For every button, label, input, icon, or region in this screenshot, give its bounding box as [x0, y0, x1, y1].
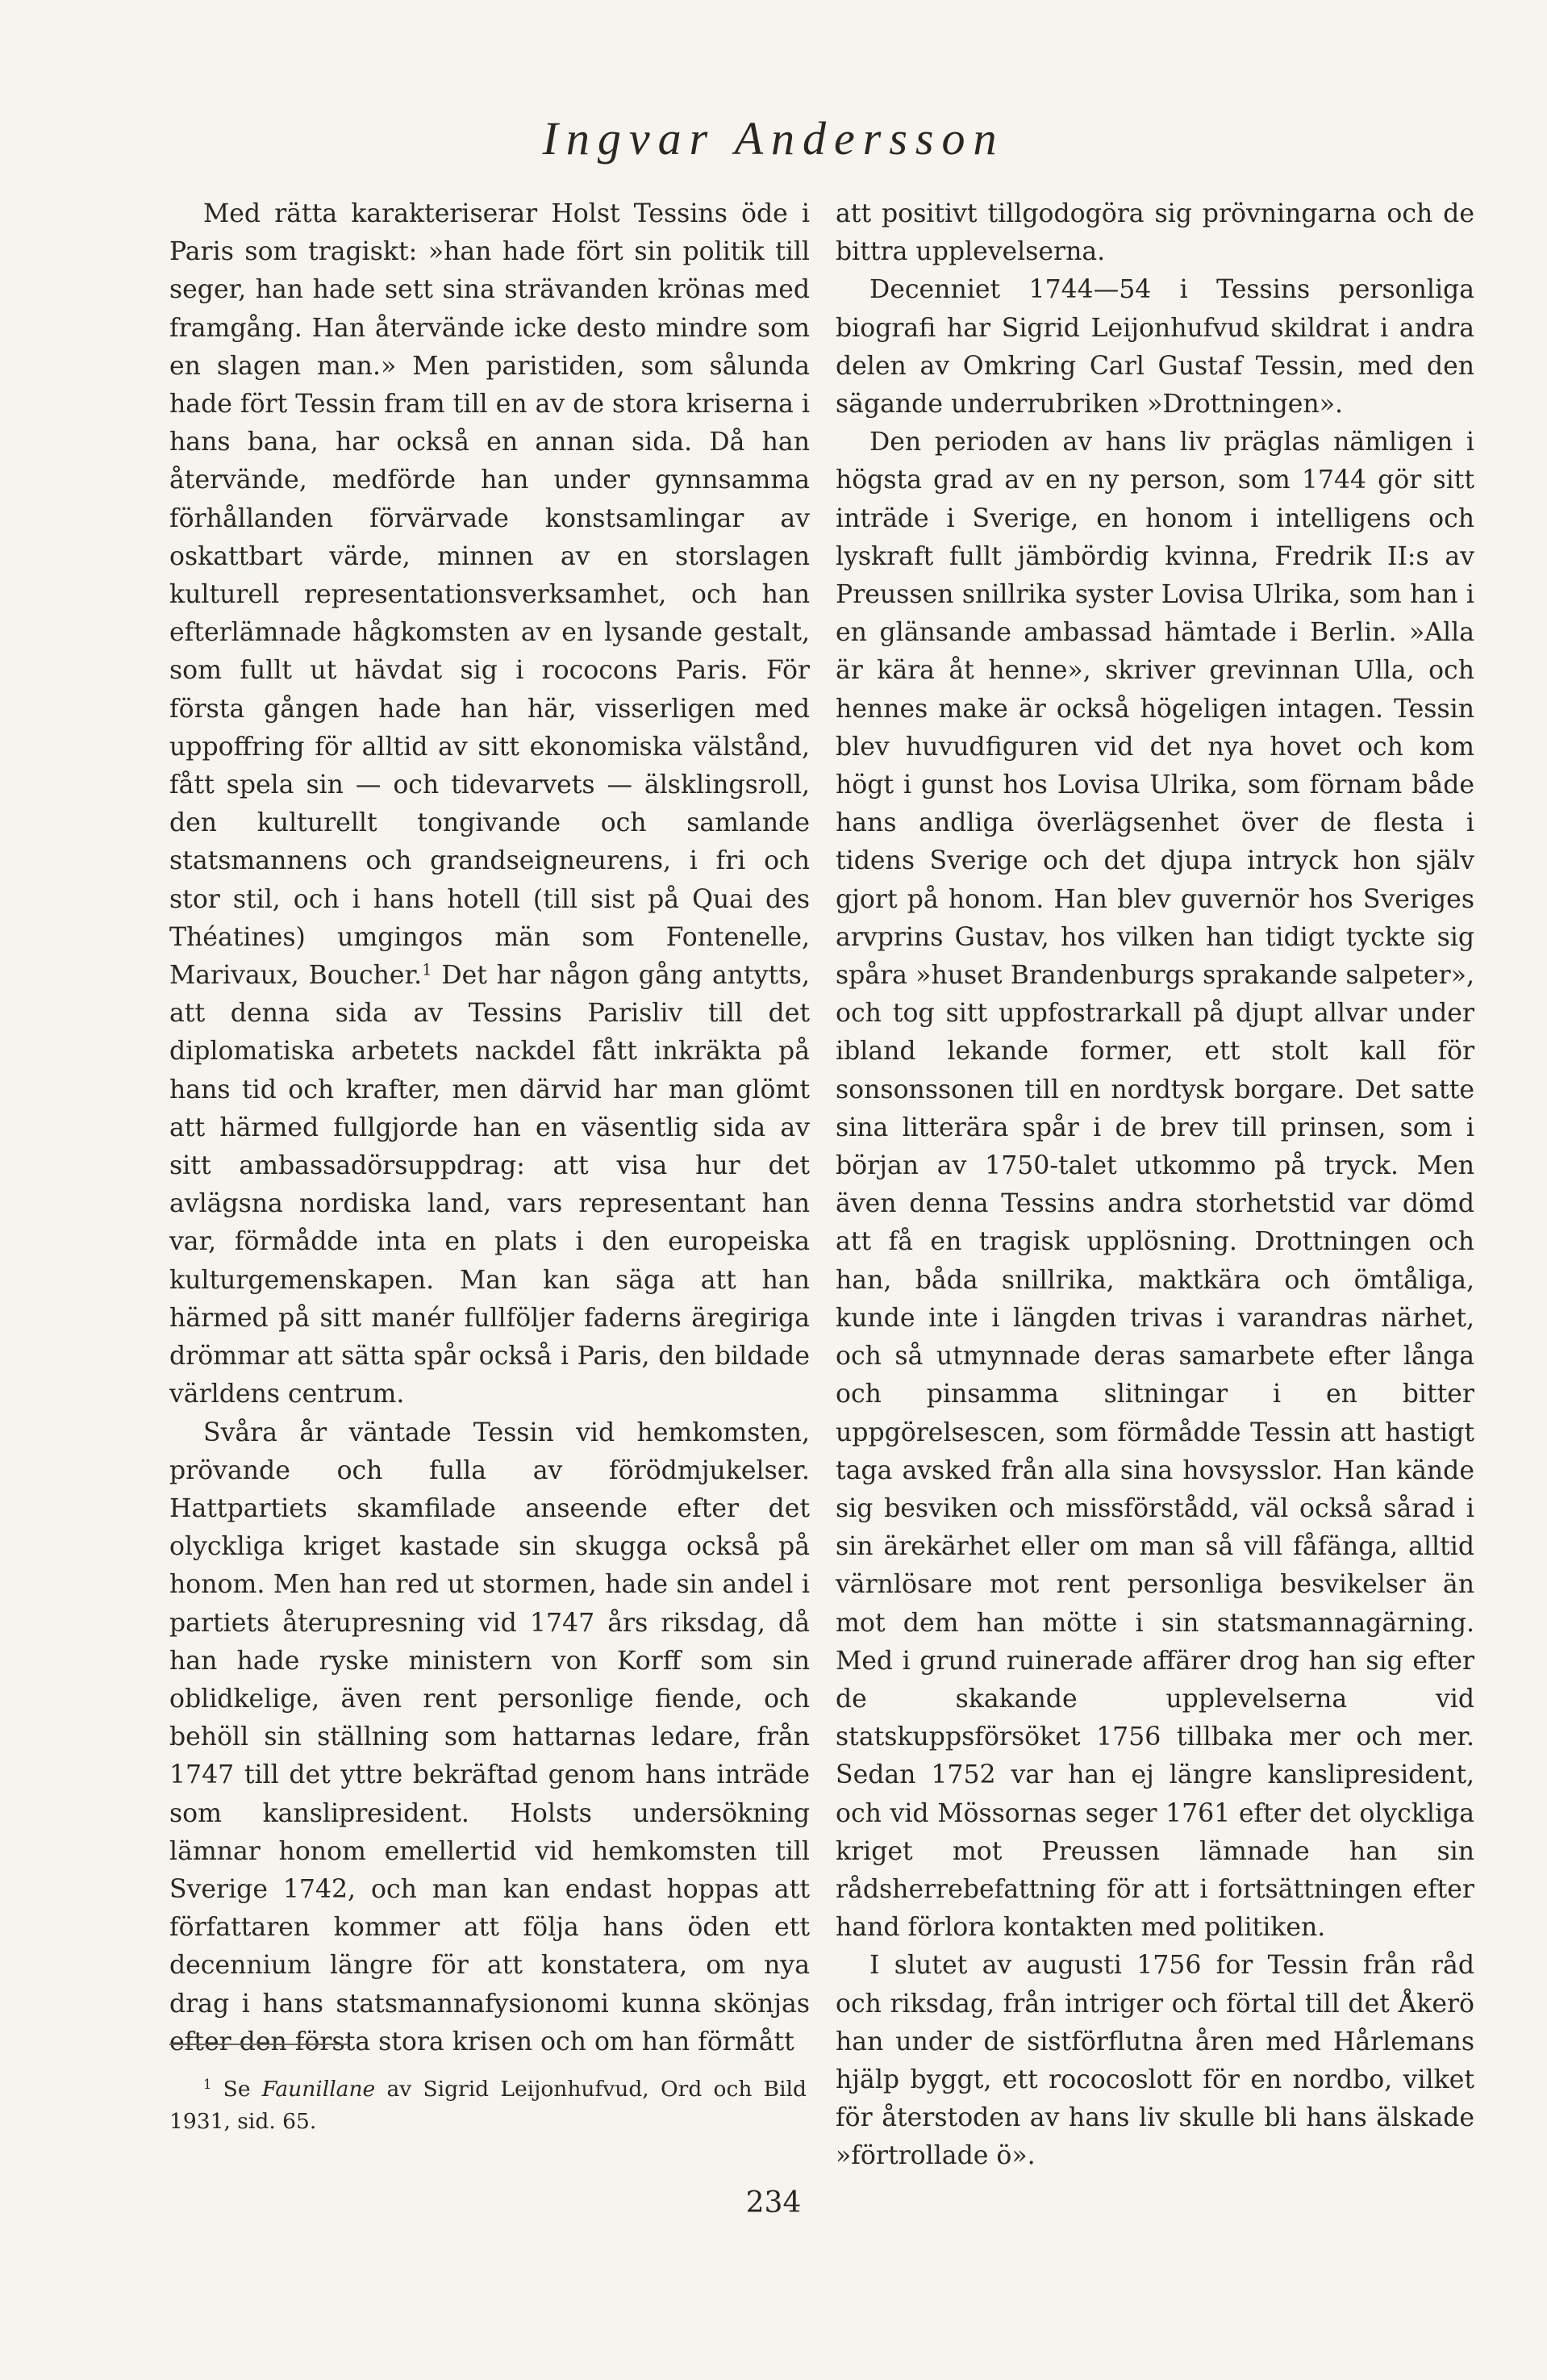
right-column [836, 195, 1474, 2176]
page-number: 234 [745, 2186, 802, 2219]
footnote-mark: 1 [203, 2076, 212, 2092]
footnote-separator [169, 2044, 348, 2045]
running-head: Ingvar Andersson [542, 112, 1005, 165]
footnote: $^1$ Se Faunillane av Sigrid Leijonhufvud, Ord och Bild 1931, sid. 65. [169, 2076, 807, 2134]
paragraph: Den perioden av hans liv präglas nämligen i högsta grad av en ny person, som 1744 gör sitt inträde i Sverige, en honom i intelligens och lyskraft fullt jämbördig kvinna, Fredrik II:s av Preussen snillrika syster Lovisa Ulrika, som han i en glänsande ambassad hämtade i Berlin. »Alla är kära åt henne», skriver grevinnan Ulla, och hennes make är också högeligen intagen. Tessin blev huvudfiguren vid det nya hovet och kom högt i gunst hos Lovisa Ulrika, som förnam både hans andliga överlägsenhet över de flesta i tidens Sverige och det djupa intryck hon själv gjort på honom. Han blev guvernör hos Sveriges arvprins Gustav, hos vilken han tidigt tyckte sig spåra »huset Brandenburgs sprakande salpeter», och tog sitt uppfostrarkall på djupt allvar under ibland lekande former, ett stolt kall för sonsonssonen till en nordtysk borgare. Det satte sina litterära spår i de brev till prinsen, som i början av 1750-talet utkommo på tryck. Men även denna Tessins andra storhetstid var dömd att få en tragisk upplösning. Drottningen och han, båda snillrika, maktkära och ömtåliga, kunde inte i längden trivas i varandras närhet, och så utmynnade deras samarbete efter långa och pinsamma slitningar i en bitter uppgörelsescen, som förmådde Tessin att hastigt taga avsked från alla sina hovsysslor. Han kände sig besviken och missförstådd, väl också sårad i sin ärekärhet eller om man så vill fåfänga, alltid värnlösare mot rent personliga besvikelser än mot dem han mötte i sin statsmannagärning. Med i grund ruinerade affärer drog han sig efter de skakande upplevelserna vid statskuppsförsöket 1756 tillbaka mer och mer. Sedan 1752 var han ej längre kanslipresident, och vid Mössornas seger 1761 efter det olyckliga kriget mot Preussen lämnade han sin rådsherrebefattning för att i fortsättningen efter hand förlora kontakten med politiken. [836, 428, 1474, 1943]
paragraph: I slutet av augusti 1756 for Tessin från råd och riksdag, från intriger och förtal till det Åkerö han under de sistförflutna åren med Hårlemans hjälp byggt, ett rococoslott för en nordbo, vilket för återstoden av hans liv skulle bli hans älskade »förtrollade ö». [836, 1951, 1474, 2171]
footnote-reference[interactable]: 1 [422, 960, 432, 979]
paragraph: Decenniet 1744—54 i Tessins personliga biografi har Sigrid Leijonhufvud skildrat i andra delen av Omkring Carl Gustaf Tessin, med den sägande underrubriken »Drottningen». [836, 275, 1474, 420]
paragraph: Med rätta karakteriserar Holst Tessins öde i Paris som tragiskt: »han hade fört sin politik till seger, han hade sett sina strävanden krönas med framgång. Han återvände icke desto mindre som en slagen man.» Men paristiden, som sålunda hade fört Tessin fram till en av de stora kriserna i hans bana, har också en annan sida. Då han återvände, medförde han under gynnsamma förhållanden förvärvade konstsamlingar av oskattbart värde, minnen av en storslagen kulturell representationsverksamhet, och han efterlämnade hågkomsten av en lysande gestalt, som fullt ut hävdat sig i rococons Paris. För första gången hade han här, visserligen med uppoffring för alltid av sitt ekonomiska välstånd, fått spela sin — och tidevarvets — älsklingsroll, den kulturellt tongivande och samlande statsmannens och grandseigneurens, i fri och stor stil, och i hans hotell (till sist på Quai des Théatines) umgingos män som Fontenelle, Marivaux, Boucher.$^1$ Det har någon gång antytts, att denna sida av Tessins Parisliv till det diplomatiska arbetets nackdel fått inkräkta på hans tid och krafter, men därvid har man glömt att härmed fullgjorde han en väsentlig sida av sitt ambassadörsuppdrag: att visa hur det avlägsna nordiska land, vars representant han var, förmådde inta en plats i den europeiska kulturgemenskapen. Man kan säga att han härmed på sitt manér fullföljer faderns äregiriga drömmar att sätta spår också i Paris, den bildade världens centrum. [169, 199, 810, 1409]
paragraph: Svåra år väntade Tessin vid hemkomsten, prövande och fulla av förödmjukelser. Hattpartiets skamfilade anseende efter det olyckliga kriget kastade sin skugga också på honom. Men han red ut stormen, hade sin andel i partiets återupresning vid 1747 års riksdag, då han hade ryske ministern von Korff som sin oblidkelige, även rent personlige fiende, och behöll sin ställning som hattarnas ledare, från 1747 till det yttre bekräftad genom hans inträde som kanslipresident. Holsts undersökning lämnar honom emellertid vid hemkomsten till Sverige 1742, och man kan endast hoppas att författaren kommer att följa hans öden ett decennium längre för att konstatera, om nya drag i hans statsmannafysionomi kunna skönjas efter den första stora krisen och om han förmått [169, 1418, 810, 2056]
footnote-title: Faunillane [261, 2077, 376, 2102]
left-column [169, 195, 810, 2061]
paragraph: att positivt tillgodogöra sig prövningarna och de bittra upplevelserna. [836, 199, 1474, 267]
